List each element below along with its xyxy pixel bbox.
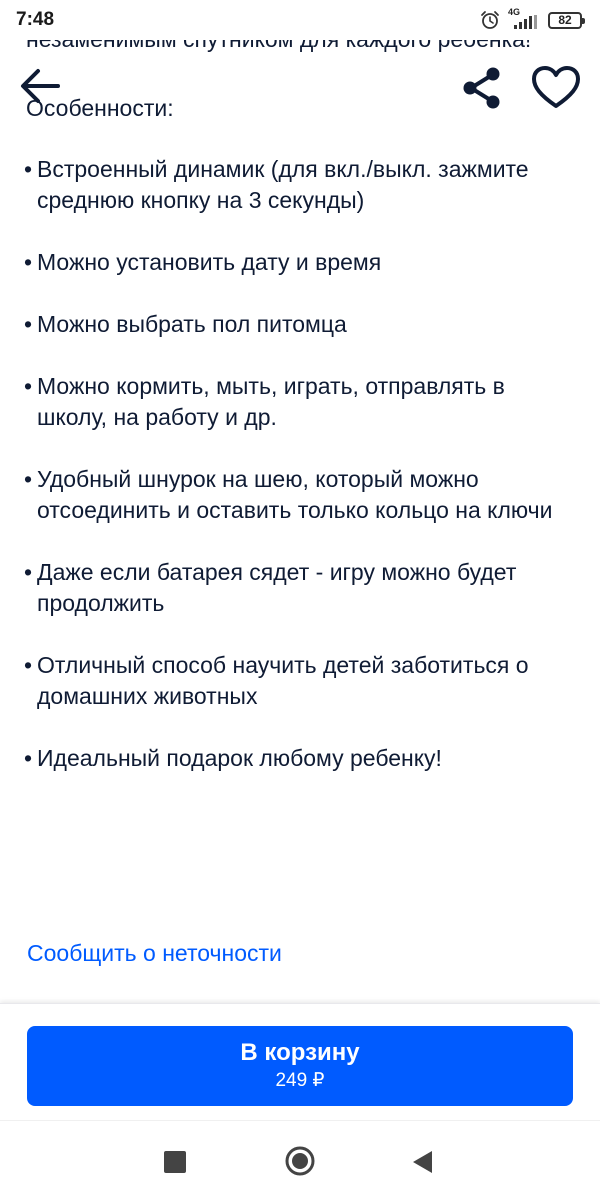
system-nav-bar xyxy=(0,1120,600,1201)
product-price: 249 ₽ xyxy=(275,1070,325,1091)
features-title: Особенности: xyxy=(26,95,174,121)
signal-icon xyxy=(508,9,540,31)
features-list xyxy=(26,154,574,774)
feature-item: • Удобный шнурок на шею, который можно отсоединить и оставить только кольцо на ключи xyxy=(26,464,574,526)
feature-item: • Отличный способ научить детей заботиться о домашних животных xyxy=(26,650,574,712)
network-type: 4G xyxy=(508,7,521,17)
back-arrow-icon xyxy=(12,58,68,114)
home-icon[interactable] xyxy=(284,1145,316,1177)
product-description xyxy=(26,24,574,805)
battery-icon xyxy=(548,12,582,29)
status-icons xyxy=(480,8,582,32)
feature-item: • Можно выбрать пол питомца xyxy=(26,309,574,340)
alarm-icon xyxy=(480,10,500,30)
share-icon xyxy=(456,62,508,114)
feature-item: • Идеальный подарок любому ребенку! xyxy=(26,743,574,774)
back-icon[interactable] xyxy=(410,1149,434,1175)
battery-level: 82 xyxy=(558,13,572,27)
add-to-cart-button[interactable] xyxy=(27,1026,573,1106)
status-time: 7:48 xyxy=(16,9,55,30)
feature-item: • Встроенный динамик (для вкл./выкл. зажмите среднюю кнопку на 3 секунды) xyxy=(26,154,574,216)
header xyxy=(0,40,600,120)
report-inaccuracy-link[interactable]: Сообщить о неточности xyxy=(27,940,282,966)
share-button[interactable] xyxy=(456,62,508,114)
favorite-button[interactable] xyxy=(528,62,584,114)
recent-apps-icon[interactable] xyxy=(164,1151,186,1173)
feature-item: • Даже если батарея сядет - игру можно будет продолжить xyxy=(26,557,574,619)
feature-item: • Можно установить дату и время xyxy=(26,247,574,278)
feature-item: • Можно кормить, мыть, играть, отправлять в школу, на работу и др. xyxy=(26,371,574,433)
back-button[interactable] xyxy=(12,58,68,114)
heart-icon xyxy=(528,62,584,114)
status-bar xyxy=(0,0,600,40)
bottom-action-bar xyxy=(0,1003,600,1120)
add-to-cart-label: В корзину xyxy=(240,1039,360,1066)
